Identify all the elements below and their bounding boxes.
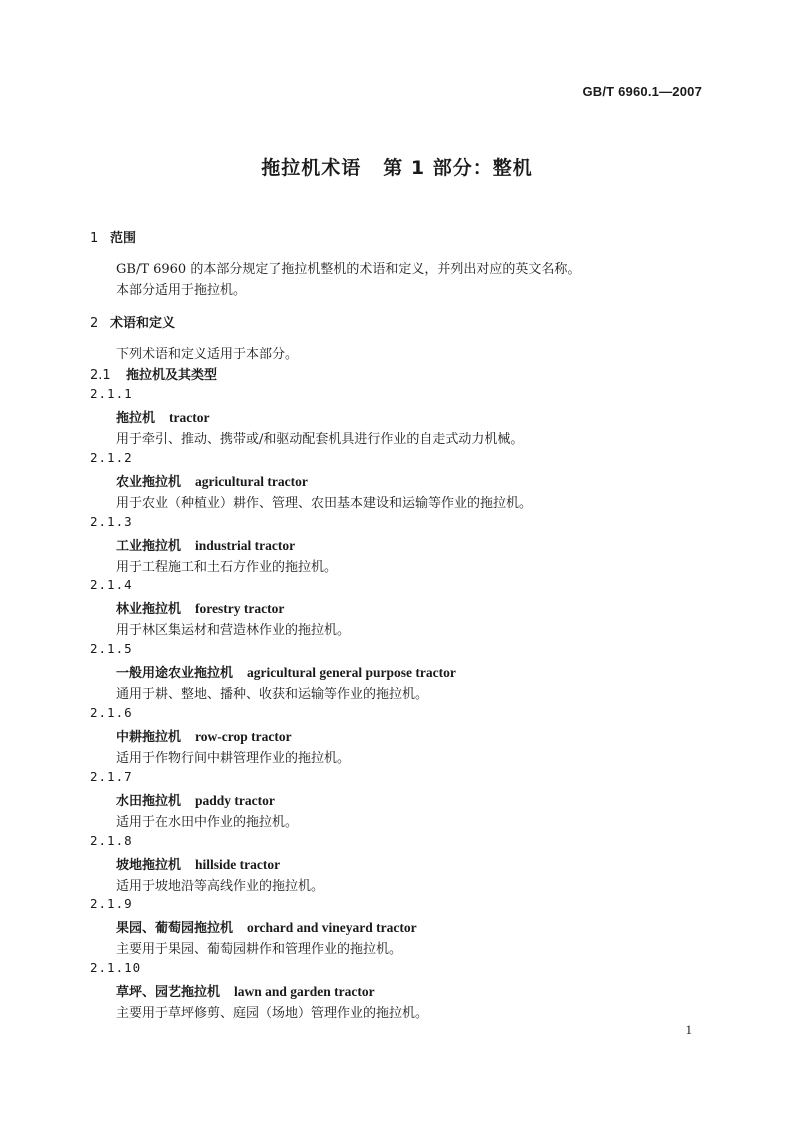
term-chinese: 果园、葡萄园拖拉机 xyxy=(116,921,234,937)
term-english: tractor xyxy=(169,410,210,425)
section-number: 2 xyxy=(90,316,99,331)
term-line xyxy=(116,471,308,490)
title-part: 第 1 部分：整机 xyxy=(383,157,533,179)
entry-number: 2.1.4 xyxy=(90,577,133,593)
term-line xyxy=(116,981,375,1000)
section-number: 1 xyxy=(90,231,99,246)
term-definition: 适用于作物行间中耕管理作业的拖拉机。 xyxy=(116,751,351,766)
term-line xyxy=(116,598,284,617)
entry-number: 2.1.3 xyxy=(90,513,133,529)
term-english: paddy tractor xyxy=(195,792,275,808)
term-chinese: 工业拖拉机 xyxy=(116,538,182,554)
term-line xyxy=(116,790,275,809)
term-definition: 主要用于果园、葡萄园耕作和管理作业的拖拉机。 xyxy=(116,942,403,958)
term-english: row-crop tractor xyxy=(195,729,292,744)
section-heading-terms xyxy=(90,312,175,331)
term-line xyxy=(116,407,209,426)
term-chinese: 中耕拖拉机 xyxy=(116,730,182,745)
term-english: agricultural general purpose tractor xyxy=(247,665,456,681)
standard-code: GB/T 6960.1—2007 xyxy=(582,84,702,99)
term-english: hillside tractor xyxy=(195,856,281,872)
term-line xyxy=(116,535,295,554)
document-title xyxy=(0,153,794,180)
entry-number: 2.1.5 xyxy=(90,641,133,657)
term-chinese: 水田拖拉机 xyxy=(116,793,182,809)
entry-number: 2.1.7 xyxy=(90,768,133,784)
term-definition: 主要用于草坪修剪、庭园（场地）管理作业的拖拉机。 xyxy=(116,1006,429,1022)
subsection-title: 拖拉机及其类型 xyxy=(126,368,218,383)
term-definition: 用于农业（种植业）耕作、管理、农田基本建设和运输等作业的拖拉机。 xyxy=(116,495,533,511)
page-number: 1 xyxy=(685,1022,692,1037)
term-line xyxy=(116,726,292,745)
term-chinese: 林业拖拉机 xyxy=(116,602,182,618)
term-line xyxy=(116,854,280,873)
entry-number: 2.1.10 xyxy=(90,960,142,976)
term-chinese: 农业拖拉机 xyxy=(116,474,182,490)
scope-paragraph-2: 本部分适用于拖拉机。 xyxy=(116,283,247,298)
term-line xyxy=(116,917,417,936)
term-definition: 用于牵引、推动、携带或/和驱动配套机具进行作业的自走式动力机械。 xyxy=(116,432,524,447)
entry-number: 2.1.8 xyxy=(90,832,133,848)
term-english: industrial tractor xyxy=(195,537,296,553)
scope-paragraph-1: GB/T 6960 的本部分规定了拖拉机整机的术语和定义，并列出对应的英文名称。 xyxy=(116,262,581,277)
entry-number: 2.1.1 xyxy=(90,386,133,401)
term-definition: 适用于在水田中作业的拖拉机。 xyxy=(116,814,299,830)
term-chinese: 坡地拖拉机 xyxy=(116,857,182,873)
term-definition: 适用于坡地沿等高线作业的拖拉机。 xyxy=(116,878,325,894)
section-heading-scope xyxy=(90,227,136,246)
subsection-heading xyxy=(90,364,217,383)
entry-number: 2.1.6 xyxy=(90,705,133,720)
entry-number: 2.1.2 xyxy=(90,449,133,465)
term-english: agricultural tractor xyxy=(195,473,308,489)
term-definition: 用于工程施工和土石方作业的拖拉机。 xyxy=(116,559,338,575)
term-english: orchard and vineyard tractor xyxy=(247,920,417,936)
term-definition: 通用于耕、整地、播种、收获和运输等作业的拖拉机。 xyxy=(116,687,429,703)
term-definition: 用于林区集运材和营造林作业的拖拉机。 xyxy=(116,623,351,639)
term-chinese: 一般用途农业拖拉机 xyxy=(116,666,234,682)
section-title: 术语和定义 xyxy=(110,316,176,331)
entry-number: 2.1.9 xyxy=(90,896,133,912)
section-title: 范围 xyxy=(110,231,137,246)
term-english: lawn and garden tractor xyxy=(234,984,375,1000)
terms-intro-paragraph: 下列术语和定义适用于本部分。 xyxy=(116,347,299,362)
title-main: 拖拉机术语 xyxy=(261,157,362,179)
term-english: forestry tractor xyxy=(195,601,285,617)
term-chinese: 拖拉机 xyxy=(116,411,156,426)
term-chinese: 草坪、园艺拖拉机 xyxy=(116,985,221,1001)
term-line xyxy=(116,662,456,681)
subsection-number: 2.1 xyxy=(90,368,111,383)
